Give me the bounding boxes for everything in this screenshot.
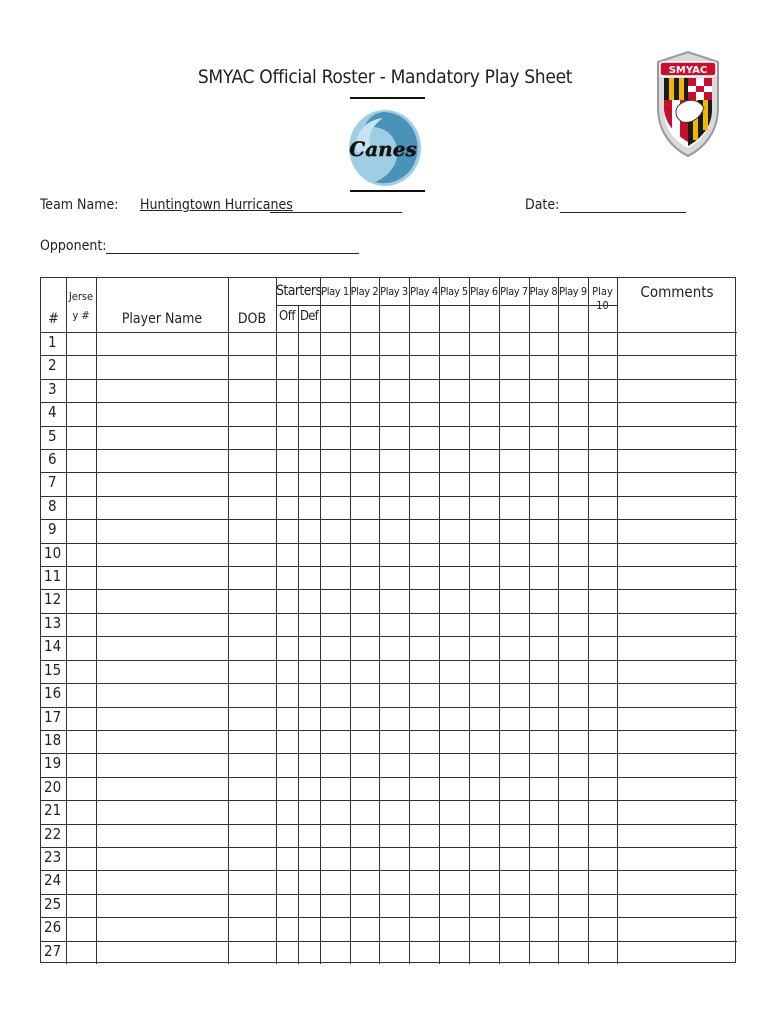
canes-logo	[343, 104, 427, 188]
row-number: 19	[44, 754, 62, 773]
row-number: 12	[44, 590, 62, 609]
col-header-number: #	[48, 311, 59, 327]
row-number: 16	[44, 684, 62, 703]
row-number: 10	[44, 543, 62, 562]
col-divider	[320, 278, 321, 964]
row-number: 21	[44, 801, 62, 820]
svg-text:Canes: Canes	[349, 137, 417, 161]
row-number: 1	[48, 333, 57, 351]
col-divider	[409, 278, 410, 964]
row-number: 4	[48, 403, 57, 422]
row-number: 13	[44, 613, 62, 632]
col-header-play-1: Play 1	[321, 285, 349, 298]
col-divider	[66, 278, 67, 964]
date-label: Date:	[525, 197, 560, 213]
table-row	[41, 426, 737, 427]
table-row	[41, 683, 737, 684]
table-row	[41, 730, 737, 731]
row-number: 7	[48, 473, 57, 492]
col-divider	[439, 278, 440, 964]
svg-text:SMYAC: SMYAC	[668, 65, 708, 76]
row-number: 26	[44, 918, 62, 937]
table-row	[41, 636, 737, 637]
row-number: 15	[44, 660, 62, 679]
col-header-jersey: Jersey #	[68, 290, 94, 322]
col-header-play-5: Play 5	[440, 285, 468, 298]
row-number: 2	[48, 356, 57, 375]
row-number: 8	[48, 496, 57, 515]
col-header-play-9: Play 9	[559, 285, 587, 298]
col-divider	[228, 278, 229, 964]
row-number: 27	[44, 941, 62, 960]
table-row	[41, 496, 737, 497]
col-header-play-7: Play 7	[500, 285, 528, 298]
table-row	[41, 519, 737, 520]
table-row	[41, 543, 737, 544]
col-divider	[350, 278, 351, 964]
col-header-off: Off	[279, 309, 295, 324]
table-row	[41, 941, 737, 942]
col-header-play-4: Play 4	[410, 285, 438, 298]
date-field[interactable]	[560, 212, 686, 213]
row-number: 6	[48, 450, 57, 469]
col-divider	[529, 278, 530, 964]
col-header-play-3: Play 3	[380, 285, 408, 298]
table-row	[41, 777, 737, 778]
col-header-play-2: Play 2	[350, 285, 379, 298]
header-subdivider	[276, 305, 617, 306]
logo-top-bar	[350, 97, 425, 99]
table-row	[41, 589, 737, 590]
table-row	[41, 660, 737, 661]
opponent-field[interactable]	[106, 253, 359, 254]
col-divider	[379, 278, 380, 964]
table-row	[41, 613, 737, 614]
team-name-underline	[270, 212, 402, 213]
col-divider	[276, 278, 277, 964]
col-header-def: Def	[300, 309, 318, 324]
table-row	[41, 917, 737, 918]
table-row	[41, 472, 737, 473]
table-row	[41, 379, 737, 380]
col-header-player-name: Player Name	[121, 311, 203, 327]
col-header-starters: Starters	[276, 283, 322, 299]
col-header-play-8: Play 8	[529, 285, 558, 298]
row-number: 25	[44, 894, 62, 913]
row-number: 23	[44, 847, 62, 866]
col-header-dob: DOB	[237, 311, 267, 327]
col-divider	[96, 278, 97, 964]
row-number: 3	[48, 379, 57, 398]
col-header-comments: Comments	[640, 283, 714, 301]
row-number: 22	[44, 824, 62, 843]
opponent-label: Opponent:	[40, 238, 107, 254]
row-number: 11	[44, 567, 62, 586]
table-row	[41, 566, 737, 567]
table-row	[41, 355, 737, 356]
table-row	[41, 824, 737, 825]
row-number: 20	[44, 777, 62, 796]
row-number: 9	[48, 520, 57, 539]
table-row	[41, 894, 737, 895]
table-row	[41, 800, 737, 801]
page-title: SMYAC Official Roster - Mandatory Play Sheet	[197, 66, 573, 88]
col-header-play-6: Play 6	[470, 285, 498, 298]
col-header-play-10: Play 10	[592, 285, 613, 312]
row-number: 5	[48, 426, 57, 445]
smyac-shield-logo	[652, 48, 724, 160]
row-number: 14	[44, 637, 62, 656]
col-divider	[617, 278, 618, 964]
row-number: 17	[44, 707, 62, 726]
team-name-label: Team Name:	[40, 197, 119, 213]
col-divider	[499, 278, 500, 964]
row-number: 18	[44, 730, 62, 749]
col-divider	[469, 278, 470, 964]
team-name-value[interactable]: Huntingtown Hurricanes	[140, 197, 293, 213]
roster-table	[40, 277, 736, 963]
logo-bottom-bar	[350, 190, 425, 192]
col-divider	[588, 278, 589, 964]
table-row	[41, 753, 737, 754]
col-divider	[298, 305, 299, 964]
table-row	[41, 402, 737, 403]
table-row	[41, 847, 737, 848]
row-number: 24	[44, 871, 62, 890]
table-row	[41, 870, 737, 871]
table-row	[41, 707, 737, 708]
col-divider	[558, 278, 559, 964]
table-row	[41, 449, 737, 450]
table-row	[41, 332, 737, 333]
